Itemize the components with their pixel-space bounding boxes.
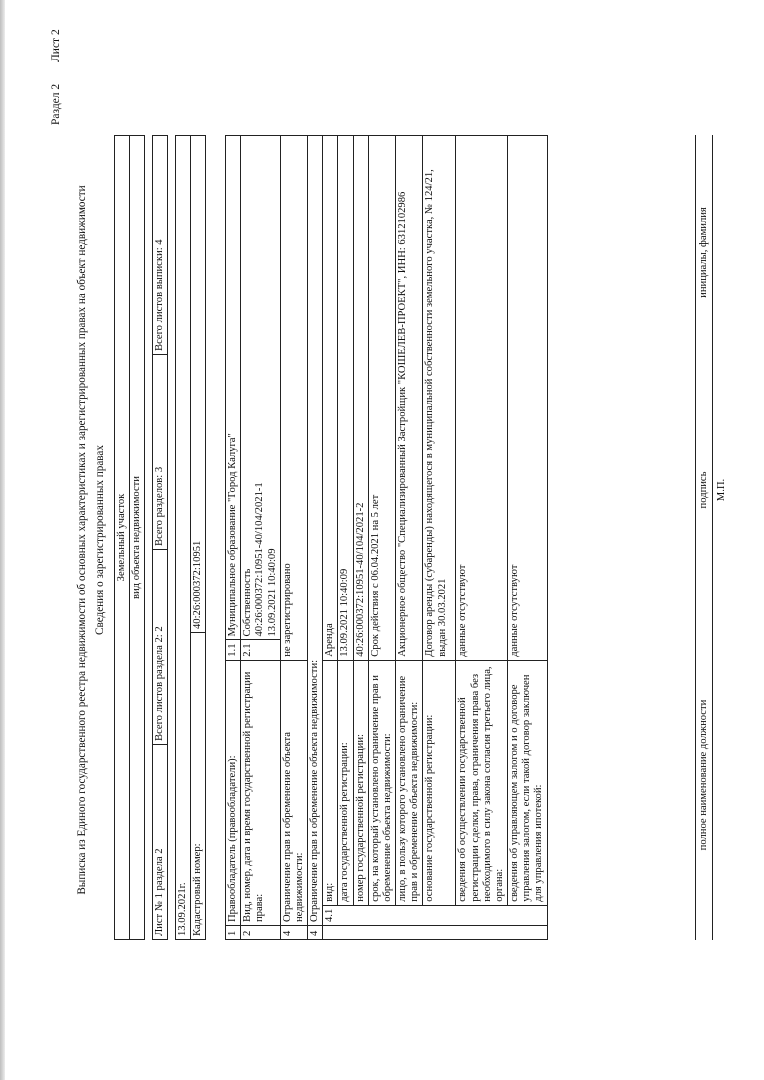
initials-caption: инициалы, фамилия: [698, 207, 709, 298]
table-row: [353, 136, 368, 940]
holder-value: Муниципальное образование "Город Калуга": [226, 136, 241, 641]
table-row: [423, 136, 456, 940]
regdate-label: дата государственной регистрации:: [338, 660, 353, 905]
row-subnumber: 4.1: [323, 905, 547, 925]
row-number: 1: [226, 926, 241, 940]
object-type-table: [114, 135, 145, 940]
kind-value: Аренда: [323, 136, 338, 661]
basis-value: Договор аренды (субаренды) находящегося в муниципальной собственности земельного участка, № 124/21, выдан 30.03.2021: [423, 136, 456, 661]
object-type-caption: вид объекта недвижимости: [130, 136, 145, 940]
extract-date: 13.09.2021г.: [176, 136, 191, 940]
total-sections: Всего разделов: 3: [153, 355, 168, 550]
signature-line: [695, 135, 696, 940]
object-type: Земельный участок: [115, 136, 130, 940]
table-row: [241, 136, 281, 940]
right-reg-number: 40:26:000372:10951-40/104/2021-1: [254, 482, 266, 637]
right-registration-label: Вид, номер, дата и время государственной регистрации права:: [241, 660, 281, 925]
regdate-value: 13.09.2021 10:40:09: [338, 136, 353, 661]
regnum-value: 40:26:000372:10951-40/104/2021-2: [353, 136, 368, 661]
term-label: срок, на который установлено ограничение прав и обременение объекта недвижимости:: [368, 660, 395, 905]
regnum-label: номер государственной регистрации:: [353, 660, 368, 905]
signature-caption: подпись: [698, 471, 709, 509]
pledge-label: сведения об управляющем залогом и о договоре управления залогом, если такой договор заключен для управления ипотекой:: [508, 660, 548, 905]
table-row: [323, 136, 338, 940]
table-row: [368, 136, 395, 940]
basis-label: основание государственной регистрации:: [423, 660, 456, 905]
encumbrance-label: Ограничение прав и обременение объекта недвижимости:: [280, 660, 307, 925]
row-subnumber: 2.1: [241, 640, 281, 660]
document-subtitle: Сведения о зарегистрированных правах: [94, 445, 106, 635]
consent-value: данные отсутствуют: [456, 136, 508, 661]
beneficiary-label: лицо, в пользу которого установлено ограничение прав и обременение объекта недвижимости:: [396, 660, 423, 905]
term-value: Срок действия с 06.04.2021 на 5 лет: [368, 136, 395, 661]
sheet-number: Лист № 1 раздела 2: [153, 745, 168, 940]
table-row: [396, 136, 423, 940]
table-row: [226, 136, 241, 940]
sheet-info-table: [152, 135, 168, 940]
table-row: [456, 136, 508, 940]
beneficiary-value: Акционерное общество "Специализированный Застройщик "КОШЕЛЕВ-ПРОЕКТ", ИНН: 6312102986: [396, 136, 423, 661]
row-subnumber: 1.1: [226, 640, 241, 660]
cadastral-number: 40:26:000372:10951: [191, 136, 206, 633]
total-sheets-section: Всего листов раздела 2: 2: [153, 550, 168, 745]
encumbrance-value: не зарегистрировано: [280, 136, 307, 661]
holder-label: Правообладатель (правообладатели):: [226, 660, 241, 925]
document-title: Выписка из Единого государственного реестра недвижимости об основных характеристиках и зарегистрированных правах на объект недвижимости: [76, 185, 88, 895]
row-number: 4: [280, 926, 307, 940]
position-caption: полное наименование должности: [698, 699, 709, 851]
sheet-label: Лист 2: [50, 29, 62, 62]
right-registration-value: [241, 136, 281, 641]
cadastral-table: [175, 135, 206, 940]
row-number-empty: [323, 926, 547, 940]
row-number: 2: [241, 926, 281, 940]
table-row: [280, 136, 307, 940]
section-label: Раздел 2: [50, 83, 62, 125]
encumbrance-label: Ограничение прав и обременение объекта недвижимости:: [308, 136, 323, 926]
table-row: [508, 136, 548, 940]
pledge-value: данные отсутствуют: [508, 136, 548, 661]
right-reg-date: 13.09.2021 10:40:09: [266, 548, 278, 637]
stamp-label: М.П.: [716, 478, 727, 502]
right-kind: Собственность: [242, 568, 254, 637]
consent-label: сведения об осуществлении государственной регистрации сделки, права, ограничения права без необходимого в силу закона согласия третьего лица, органа:: [456, 660, 508, 905]
total-sheets: Всего листов выписки: 4: [153, 136, 168, 355]
kind-label: вид:: [323, 660, 338, 905]
table-row: [308, 136, 323, 940]
row-number: 4: [308, 926, 323, 940]
rights-table: [225, 135, 548, 940]
table-row: [338, 136, 353, 940]
cadastral-label: Кадастровый номер:: [191, 633, 206, 940]
signature-caption-line: [712, 135, 713, 940]
